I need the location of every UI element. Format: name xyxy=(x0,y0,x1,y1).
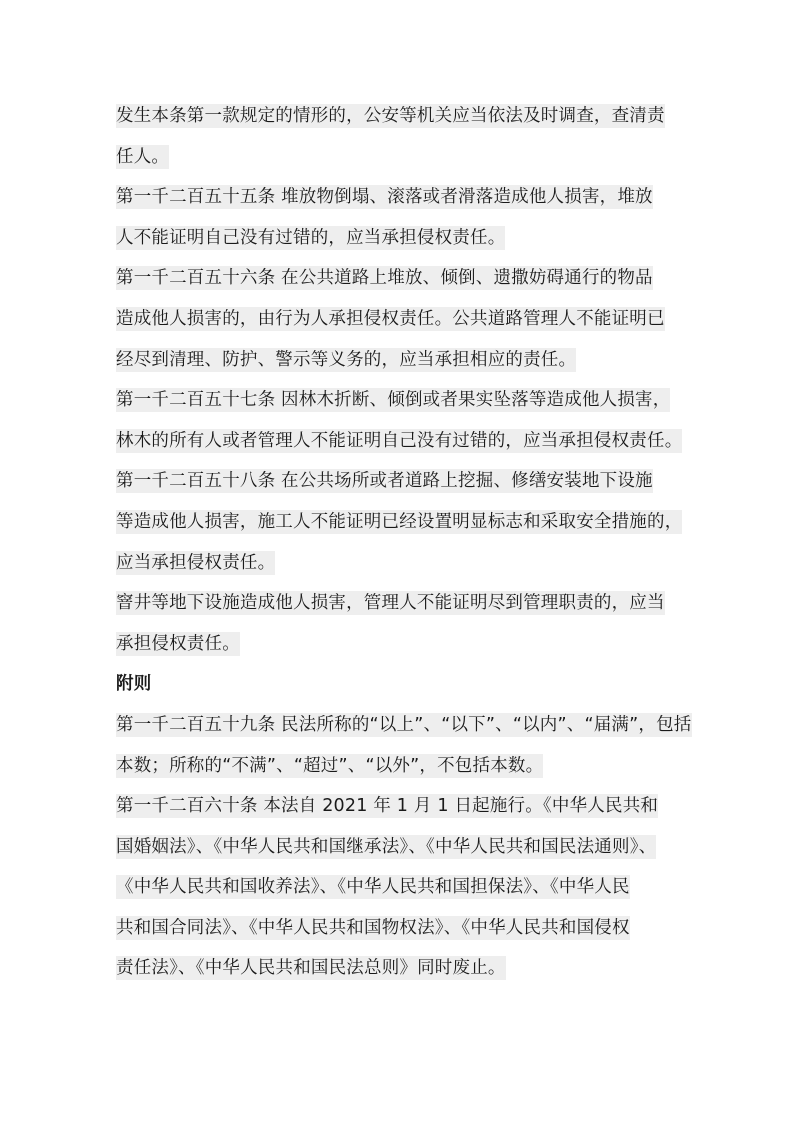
article-1259-line: 第一千二百五十九条 民法所称的“以上”、“以下”、“以内”、“届满”，包括 xyxy=(116,714,692,735)
text-line: 《中华人民共和国收养法》、《中华人民共和国担保法》、《中华人民 xyxy=(116,877,630,898)
article-1257-line: 第一千二百五十七条 因林木折断、倾倒或者果实坠落等造成他人损害， xyxy=(116,390,671,411)
text-line: 经尽到清理、防护、警示等义务的，应当承担相应的责任。 xyxy=(116,349,577,370)
text-line: 承担侵权责任。 xyxy=(116,633,240,654)
text-line: 人不能证明自己没有过错的，应当承担侵权责任。 xyxy=(116,227,506,248)
text-line: 任人。 xyxy=(116,146,170,167)
text-line: 应当承担侵权责任。 xyxy=(116,552,276,573)
article-1260-line: 第一千二百六十条 本法自 2021 年 1 月 1 日起施行。《中华人民共和 xyxy=(116,796,659,817)
text-line: 等造成他人损害，施工人不能证明已经设置明显标志和采取安全措施的， xyxy=(116,511,683,532)
text-line: 本数；所称的“不满”、“超过”、“以外”，不包括本数。 xyxy=(116,755,544,776)
text-line: 造成他人损害的，由行为人承担侵权责任。公共道路管理人不能证明已 xyxy=(116,308,665,329)
text-line: 责任法》、《中华人民共和国民法总则》同时废止。 xyxy=(116,958,506,979)
article-1258-line: 第一千二百五十八条 在公共场所或者道路上挖掘、修缮安装地下设施 xyxy=(116,471,653,492)
text-line: 林木的所有人或者管理人不能证明自己没有过错的，应当承担侵权责任。 xyxy=(116,430,683,451)
article-1256-line: 第一千二百五十六条 在公共道路上堆放、倾倒、遗撒妨碍通行的物品 xyxy=(116,268,653,289)
section-heading: 附则 xyxy=(116,674,152,695)
text-line: 国婚姻法》、《中华人民共和国继承法》、《中华人民共和国民法通则》、 xyxy=(116,836,657,857)
text-line: 发生本条第一款规定的情形的，公安等机关应当依法及时调查，查清责 xyxy=(116,106,665,126)
article-1255-line: 第一千二百五十五条 堆放物倒塌、滚落或者滑落造成他人损害，堆放 xyxy=(116,187,653,208)
document-body xyxy=(116,96,691,989)
text-line: 共和国合同法》、《中华人民共和国物权法》、《中华人民共和国侵权 xyxy=(116,917,630,938)
text-line: 窨井等地下设施造成他人损害，管理人不能证明尽到管理职责的，应当 xyxy=(116,593,665,614)
